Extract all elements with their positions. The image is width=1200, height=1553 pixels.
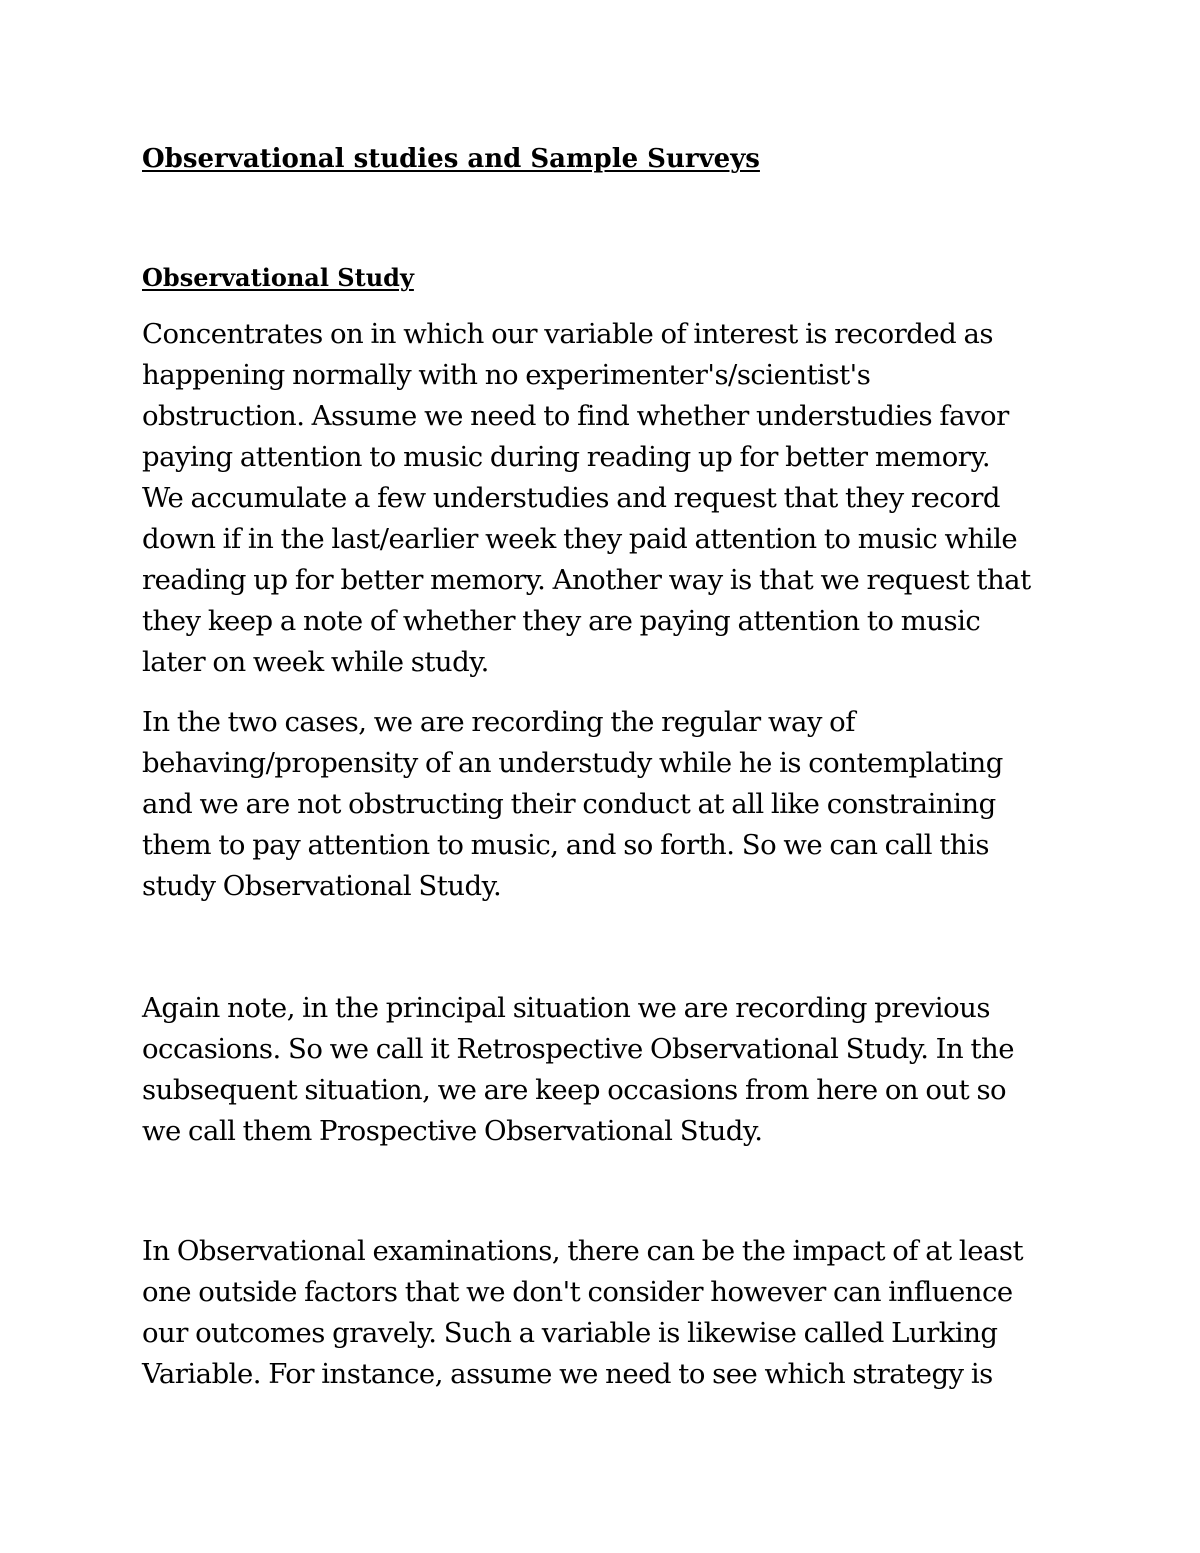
paragraph-two-cases — [142, 702, 1003, 907]
text-line: In the two cases, we are recording the regular way of — [142, 706, 855, 738]
document-title: Observational studies and Sample Surveys — [142, 144, 760, 174]
text-line: Again note, in the principal situation we are recording previous — [142, 992, 990, 1024]
text-line: paying attention to music during reading up for better memory. — [142, 441, 991, 473]
text-line: We accumulate a few understudies and request that they record — [142, 482, 1000, 514]
section-heading-observational-study: Observational Study — [142, 263, 414, 292]
text-line: behaving/propensity of an understudy while he is contemplating — [142, 747, 1003, 779]
paragraph-definition — [142, 314, 1031, 683]
text-line: they keep a note of whether they are paying attention to music — [142, 605, 981, 637]
text-line: down if in the last/earlier week they paid attention to music while — [142, 523, 1018, 555]
text-line: subsequent situation, we are keep occasions from here on out so — [142, 1074, 1007, 1106]
text-line: happening normally with no experimenter's/scientist's — [142, 359, 871, 391]
text-line: reading up for better memory. Another way is that we request that — [142, 564, 1031, 596]
text-line: one outside factors that we don't consider however can influence — [142, 1276, 1013, 1308]
paragraph-lurking-variable — [142, 1231, 1023, 1395]
text-line: In Observational examinations, there can be the impact of at least — [142, 1235, 1024, 1267]
text-line: we call them Prospective Observational Study. — [142, 1115, 763, 1147]
text-line: them to pay attention to music, and so forth. So we can call this — [142, 829, 989, 861]
paragraph-retrospective-prospective — [142, 988, 1014, 1152]
text-line: study Observational Study. — [142, 870, 502, 902]
text-line: later on week while study. — [142, 646, 489, 678]
text-line: and we are not obstructing their conduct at all like constraining — [142, 788, 996, 820]
text-line: obstruction. Assume we need to find whether understudies favor — [142, 400, 1009, 432]
text-line: our outcomes gravely. Such a variable is likewise called Lurking — [142, 1317, 998, 1349]
text-line: Variable. For instance, assume we need to see which strategy is — [142, 1358, 993, 1390]
text-line: occasions. So we call it Retrospective Observational Study. In the — [142, 1033, 1015, 1065]
text-line: Concentrates on in which our variable of interest is recorded as — [142, 318, 993, 350]
